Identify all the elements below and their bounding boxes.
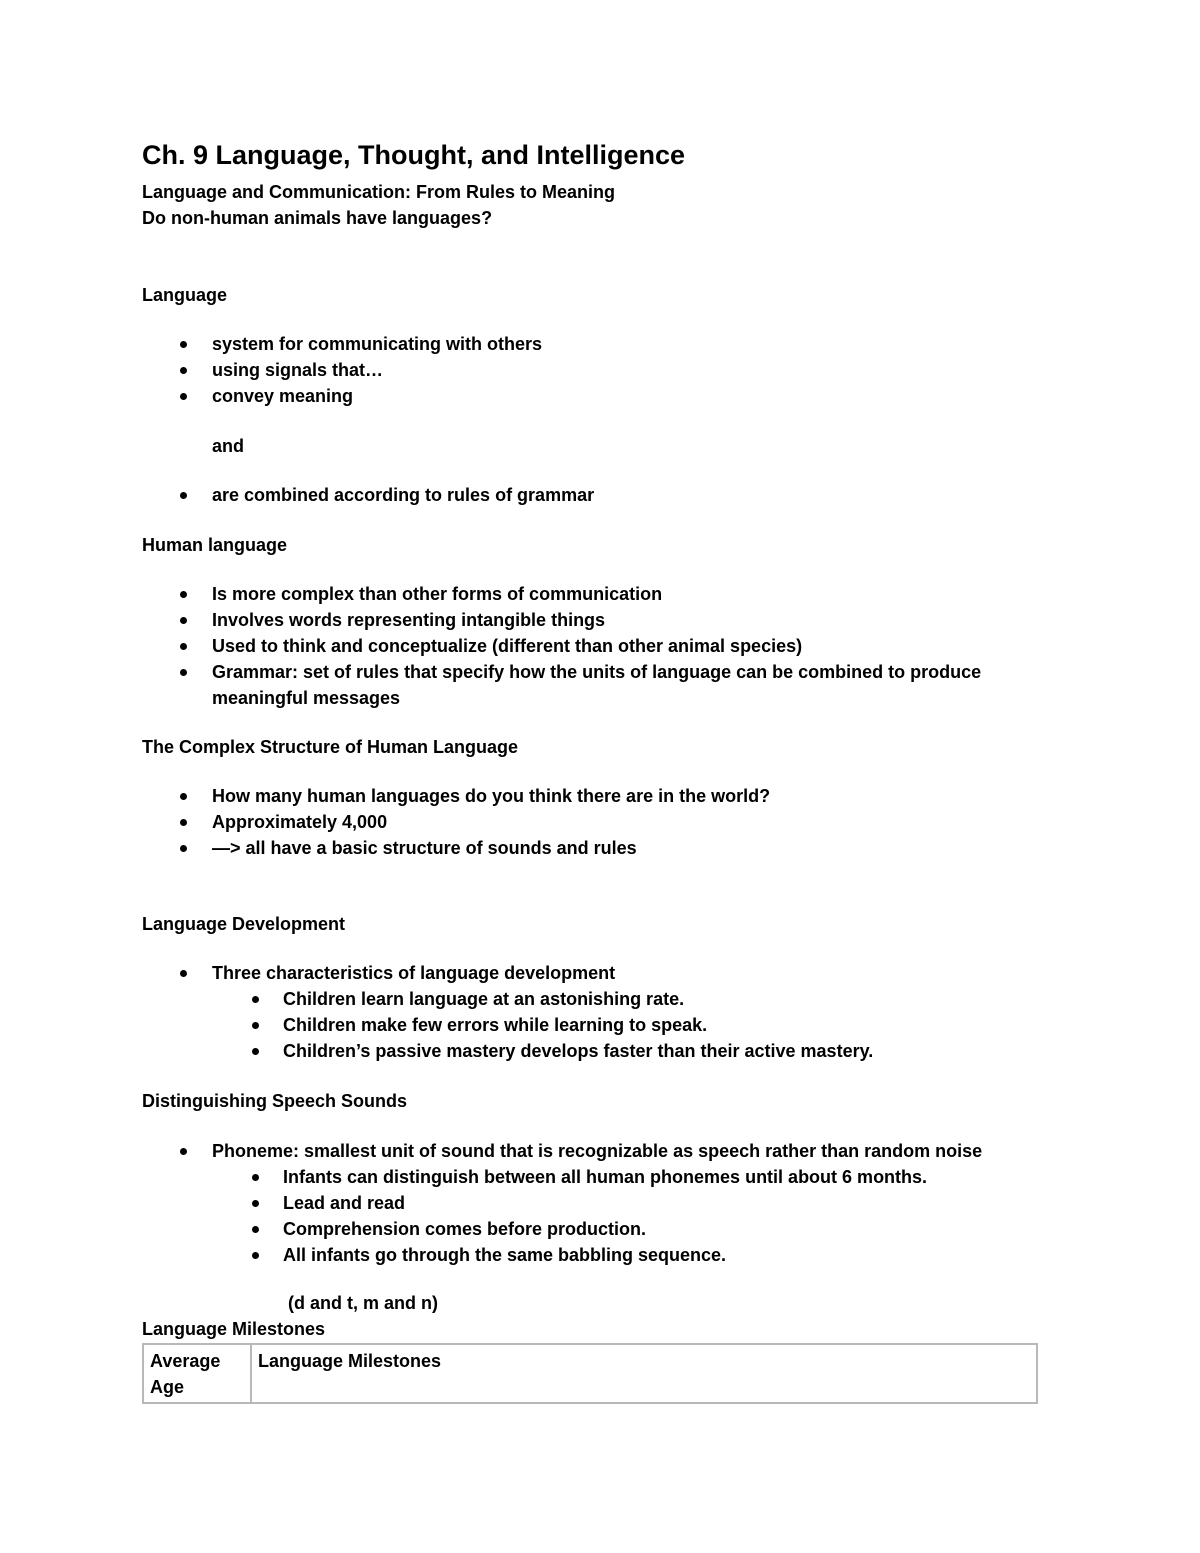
table-header-row bbox=[143, 1344, 1037, 1403]
document-title: Ch. 9 Language, Thought, and Intelligence bbox=[142, 140, 686, 170]
list-subitem: Children learn language at an astonishing rate. bbox=[142, 986, 1062, 1012]
complex-structure-list bbox=[142, 783, 1062, 861]
heading-speech-sounds: Distinguishing Speech Sounds bbox=[142, 1091, 408, 1111]
subtitle-language-communication: Language and Communication: From Rules to Meaning bbox=[142, 182, 616, 202]
milestones-table bbox=[142, 1343, 1038, 1404]
and-text: and bbox=[212, 436, 245, 456]
list-subitem: Children make few errors while learning to speak. bbox=[142, 1012, 1062, 1038]
list-item: convey meaning bbox=[142, 383, 1062, 409]
heading-language-milestones: Language Milestones bbox=[142, 1319, 326, 1339]
heading-language-development: Language Development bbox=[142, 914, 346, 934]
phoneme-note: (d and t, m and n) bbox=[288, 1293, 438, 1313]
subtitle-question: Do non-human animals have languages? bbox=[142, 208, 493, 228]
list-subitem: Children’s passive mastery develops faster than their active mastery. bbox=[142, 1038, 1062, 1064]
list-item: Three characteristics of language development bbox=[142, 960, 1062, 986]
list-item: using signals that… bbox=[142, 357, 1062, 383]
list-item: How many human languages do you think there are in the world? bbox=[142, 783, 1062, 809]
list-subitem: All infants go through the same babbling sequence. bbox=[142, 1242, 1062, 1268]
list-item: Is more complex than other forms of communication bbox=[142, 581, 1062, 607]
column-header-average-age: Average Age bbox=[143, 1344, 251, 1403]
development-list bbox=[142, 960, 1062, 1064]
heading-human-language: Human language bbox=[142, 535, 288, 555]
heading-language: Language bbox=[142, 285, 228, 305]
list-subitem: Infants can distinguish between all human phonemes until about 6 months. bbox=[142, 1164, 1062, 1190]
speech-sounds-list bbox=[142, 1138, 1062, 1268]
human-language-list bbox=[142, 581, 1062, 711]
heading-complex-structure: The Complex Structure of Human Language bbox=[142, 737, 519, 757]
list-item: Phoneme: smallest unit of sound that is recognizable as speech rather than random noise bbox=[142, 1138, 1062, 1164]
list-subitem: Comprehension comes before production. bbox=[142, 1216, 1062, 1242]
list-item: Involves words representing intangible things bbox=[142, 607, 1062, 633]
list-item: Approximately 4,000 bbox=[142, 809, 1062, 835]
column-header-language-milestones: Language Milestones bbox=[251, 1344, 1037, 1403]
list-item: —> all have a basic structure of sounds and rules bbox=[142, 835, 1062, 861]
list-item: are combined according to rules of grammar bbox=[142, 482, 1062, 508]
language-list bbox=[142, 331, 1062, 409]
list-item: system for communicating with others bbox=[142, 331, 1062, 357]
list-item: Used to think and conceptualize (different than other animal species) bbox=[142, 633, 1062, 659]
list-item: Grammar: set of rules that specify how the units of language can be combined to produce meaningful messages bbox=[142, 659, 1062, 711]
list-subitem: Lead and read bbox=[142, 1190, 1062, 1216]
language-list-continued bbox=[142, 482, 1062, 508]
